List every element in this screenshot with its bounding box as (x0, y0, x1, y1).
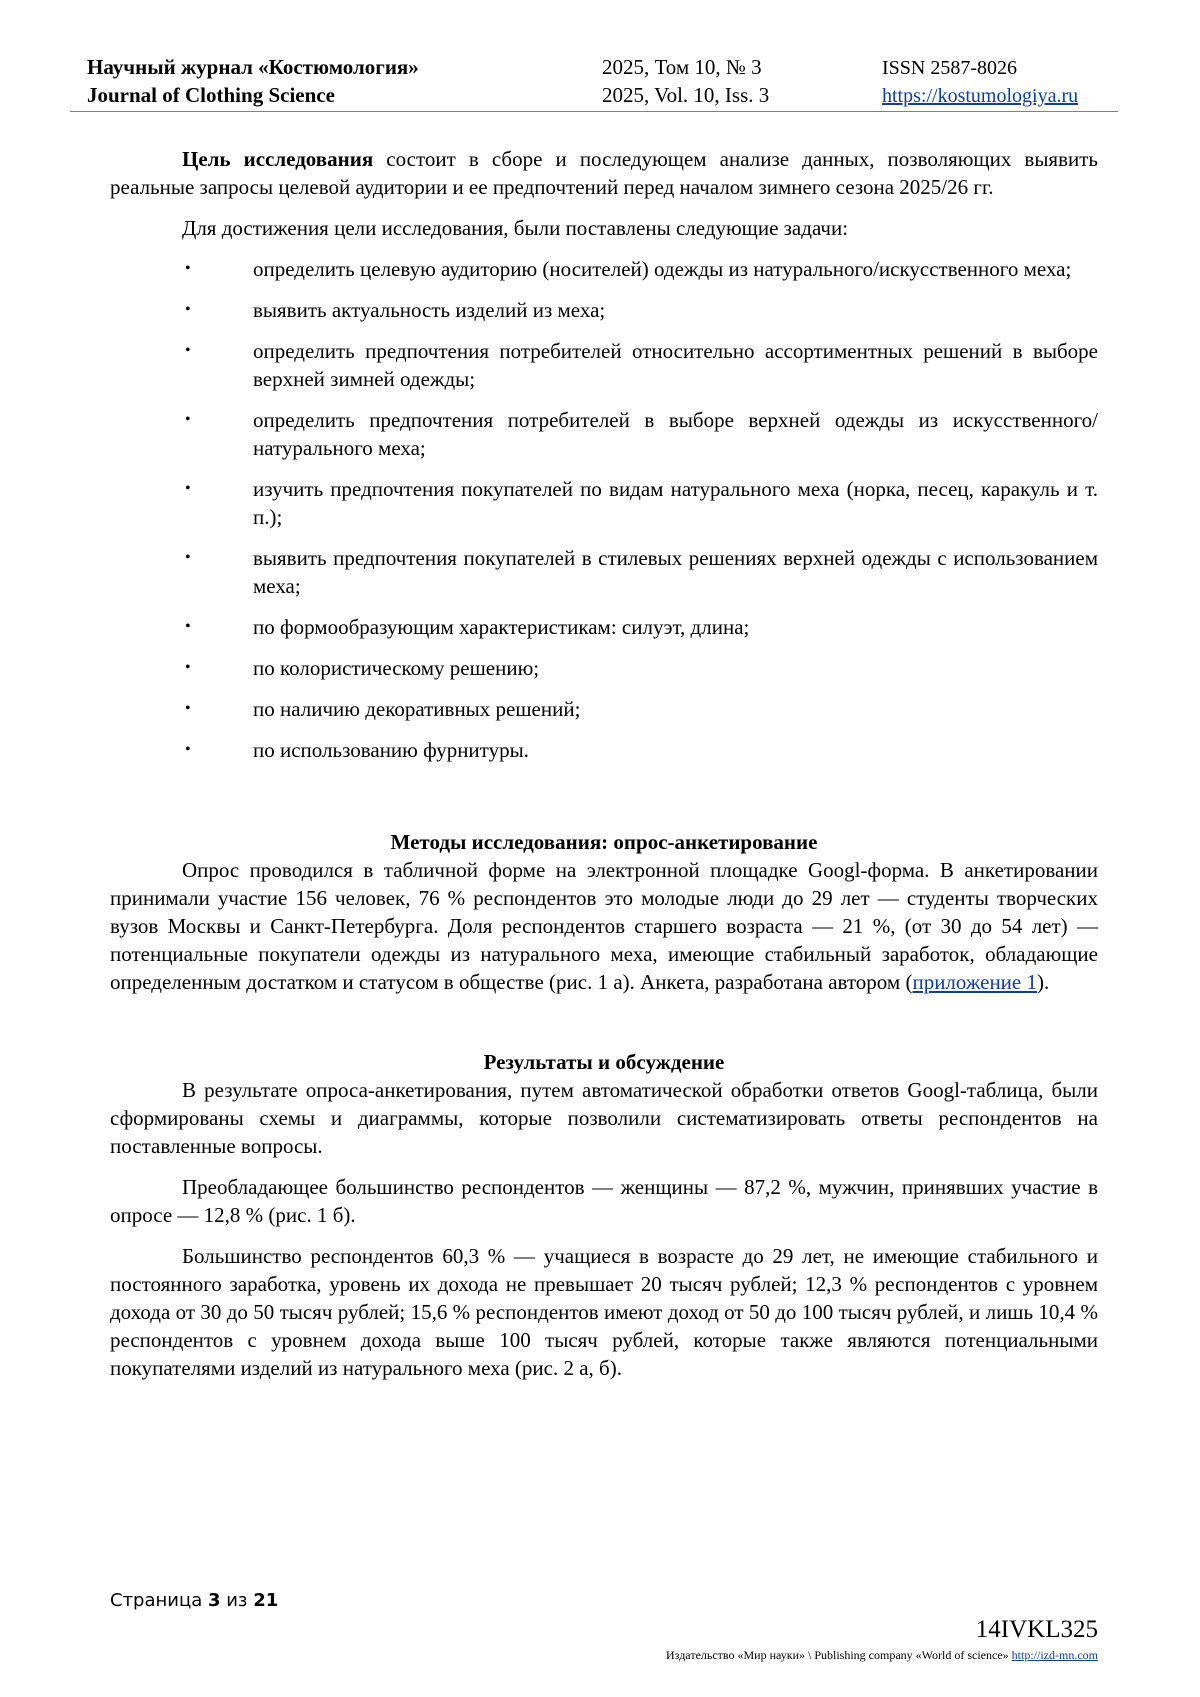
publisher-link[interactable]: http://izd-mn.com (1011, 1648, 1098, 1662)
journal-title-ru: Научный журнал «Костюмология» (87, 55, 419, 79)
bullet-icon: • (185, 549, 191, 566)
article-body (110, 145, 1098, 1382)
publisher-line (666, 1648, 1098, 1663)
methods-paragraph (110, 856, 1098, 996)
list-item-text: определить предпочтения потребителей относительно ассортиментных решений в выборе верхней зимней одежды; (253, 339, 1098, 391)
journal-title-en: Journal of Clothing Science (87, 83, 335, 107)
bullet-icon: • (185, 618, 191, 635)
header-divider (70, 111, 1118, 112)
page-number (110, 1590, 278, 1611)
methods-text-end: ). (1037, 970, 1050, 994)
issn: ISSN 2587-8026 (882, 57, 1018, 79)
results-paragraph-1: В результате опроса-анкетирования, путем автоматической обработки ответов Googl-таблица, были сформированы схемы и диаграммы, которые позволили систематизировать ответы респондентов на поставленные вопросы. (110, 1078, 1098, 1158)
list-item (110, 654, 1098, 682)
list-item (110, 337, 1098, 393)
list-item-text: определить предпочтения потребителей в выборе верхней одежды из искусственного/натурального меха; (253, 408, 1098, 460)
list-item-text: по использованию фурнитуры. (253, 738, 529, 762)
appendix-link[interactable]: приложение 1 (912, 970, 1037, 994)
goal-paragraph (110, 145, 1098, 201)
publisher-text: Издательство «Мир науки» \ Publishing company «World of science» (666, 1648, 1012, 1662)
bullet-icon: • (185, 480, 191, 497)
list-item-text: по наличию декоративных решений; (253, 697, 581, 721)
goal-label: Цель исследования (182, 147, 374, 171)
list-item (110, 475, 1098, 531)
article-code: 14IVKL325 (975, 1616, 1098, 1643)
list-item (110, 296, 1098, 324)
list-item-text: выявить актуальность изделий из меха; (253, 298, 606, 322)
issue-ru: 2025, Том 10, № 3 (602, 55, 762, 79)
results-paragraph-3: Большинство респондентов 60,3 % — учащиеся в возрасте до 29 лет, не имеющие стабильного и постоянного заработка, уровень их дохода не превышает 20 тысяч рублей; 12,3 % респондентов с уровнем дохода от 30 до 50 тысяч рублей; 15,6 % респондентов имеют доход от 50 до 100 тысяч рублей, и лишь 10,4 % респондентов с уровнем дохода выше 100 тысяч рублей, которые также являются потенциальными покупателями изделий из натурального меха (рис. 2 а, б). (110, 1244, 1098, 1380)
list-item (110, 695, 1098, 723)
list-item (110, 544, 1098, 600)
list-item-text: определить целевую аудиторию (носителей) одежды из натурального/искусственного меха; (253, 257, 1072, 281)
list-item-text: выявить предпочтения покупателей в стилевых решениях верхней одежды с использованием меха; (253, 546, 1098, 598)
list-item (110, 406, 1098, 462)
tasks-list (110, 255, 1098, 764)
list-item (110, 613, 1098, 641)
results-heading: Результаты и обсуждение (483, 1050, 725, 1074)
methods-heading: Методы исследования: опрос-анкетирование (390, 830, 818, 854)
bullet-icon: • (185, 411, 191, 428)
issn-block (882, 54, 1078, 110)
page-current: 3 (207, 1590, 221, 1611)
bullet-icon: • (185, 260, 191, 277)
methods-text: Опрос проводился в табличной форме на электронной площадке Googl-форма. В анкетировании принимали участие 156 человек, 76 % респондентов это молодые люди до 29 лет — студенты творческих вузов Москвы и Санкт-Петербурга. Доля респондентов старшего возраста — 21 %, (от 30 до 54 лет) — потенциальные покупатели одежды из натурального меха, имеющие стабильный заработок, обладающие определенным достатком и статусом в обществе (рис. 1 а). Анкета, разработана автором ( (110, 858, 1098, 994)
tasks-lead: Для достижения цели исследования, были поставлены следующие задачи: (182, 216, 849, 240)
list-item-text: по колористическому решению; (253, 656, 540, 680)
bullet-icon: • (185, 342, 191, 359)
list-item-text: по формообразующим характеристикам: силуэт, длина; (253, 615, 750, 639)
bullet-icon: • (185, 741, 191, 758)
goal-text: состоит в сборе и последующем анализе данных, позволяющих выявить реальные запросы целевой аудитории и ее предпочтений перед началом зимнего сезона 2025/26 гг. (110, 147, 1098, 199)
results-paragraph-2: Преобладающее большинство респондентов — женщины — 87,2 %, мужчин, принявших участие в опросе — 12,8 % (рис. 1 б). (110, 1175, 1098, 1227)
journal-title-block (87, 53, 419, 109)
issue-en: 2025, Vol. 10, Iss. 3 (602, 83, 770, 107)
list-item (110, 736, 1098, 764)
page-prefix: Страница (110, 1590, 208, 1611)
bullet-icon: • (185, 659, 191, 676)
list-item (110, 255, 1098, 283)
list-item-text: изучить предпочтения покупателей по видам натурального меха (норка, песец, каракуль и т. п.); (253, 477, 1098, 529)
page-total: 21 (253, 1590, 279, 1611)
issue-info-block (602, 53, 769, 109)
journal-url-link[interactable]: https://kostumologiya.ru (882, 85, 1079, 107)
bullet-icon: • (185, 700, 191, 717)
bullet-icon: • (185, 301, 191, 318)
page-middle: из (220, 1590, 254, 1611)
